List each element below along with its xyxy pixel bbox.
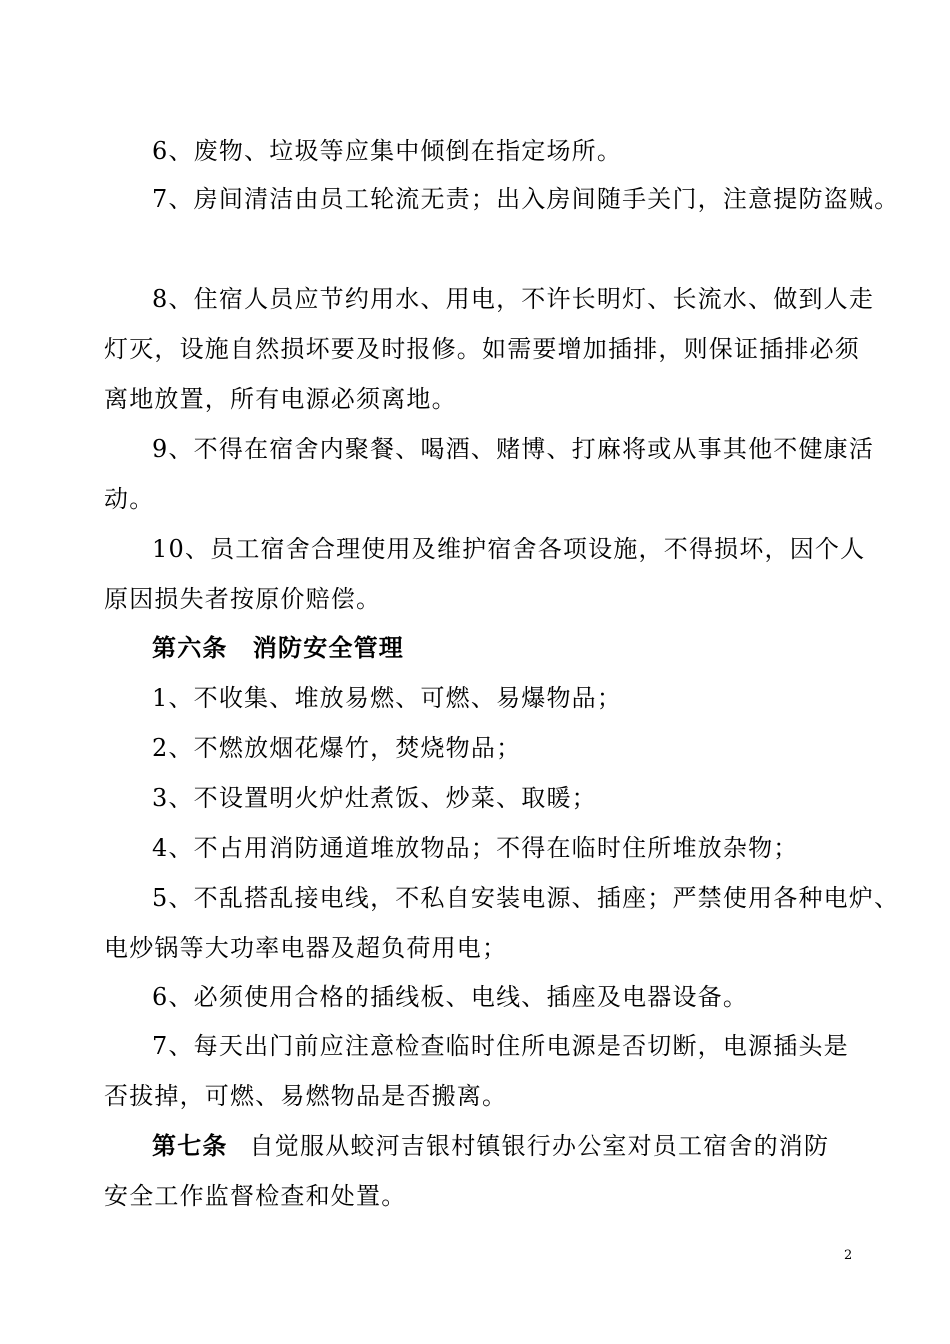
paragraph-line: 电炒锅等大功率电器及超负荷用电； <box>104 934 508 962</box>
paragraph-line: 离地放置，所有电源必须离地。 <box>104 385 457 413</box>
paragraph-line: 否拔掉，可燃、易燃物品是否搬离。 <box>104 1082 508 1110</box>
paragraph-line: 7、每天出门前应注意检查临时住所电源是否切断，电源插头是 <box>152 1032 849 1060</box>
article-heading: 第七条 <box>152 1131 228 1160</box>
paragraph-line: 6、废物、垃圾等应集中倾倒在指定场所。 <box>152 137 623 165</box>
paragraph-line: 4、不占用消防通道堆放物品；不得在临时住所堆放杂物； <box>152 834 799 862</box>
paragraph-line: 原因损失者按原价赔偿。 <box>104 585 382 613</box>
paragraph-line: 3、不设置明火炉灶煮饭、炒菜、取暖； <box>152 784 597 812</box>
paragraph-line: 7、房间清洁由员工轮流无责；出入房间随手关门，注意提防盗贼。 <box>152 185 900 213</box>
paragraph-line: 10、员工宿舍合理使用及维护宿舍各项设施，不得损坏，因个人 <box>152 535 866 563</box>
paragraph-line: 9、不得在宿舍内聚餐、喝酒、赌博、打麻将或从事其他不健康活 <box>152 435 875 463</box>
article-text: 自觉服从蛟河吉银村镇银行办公室对员工宿舍的消防 <box>249 1132 830 1160</box>
paragraph-line: 2、不燃放烟花爆竹，焚烧物品； <box>152 734 522 762</box>
paragraph-line: 6、必须使用合格的插线板、电线、插座及电器设备。 <box>152 983 749 1011</box>
section-heading: 第六条 消防安全管理 <box>152 633 404 662</box>
article-seven-line <box>152 1131 829 1161</box>
paragraph-line: 动。 <box>104 485 155 513</box>
paragraph-line: 安全工作监督检查和处置。 <box>104 1182 407 1210</box>
page-number: 2 <box>844 1248 853 1263</box>
paragraph-line: 5、不乱搭乱接电线，不私自安装电源、插座；严禁使用各种电炉、 <box>152 884 900 912</box>
paragraph-line: 灯灭，设施自然损坏要及时报修。如需要增加插排，则保证插排必须 <box>104 335 860 363</box>
paragraph-line: 1、不收集、堆放易燃、可燃、易爆物品； <box>152 684 623 712</box>
paragraph-line: 8、住宿人员应节约用水、用电，不许长明灯、长流水、做到人走 <box>152 285 875 313</box>
